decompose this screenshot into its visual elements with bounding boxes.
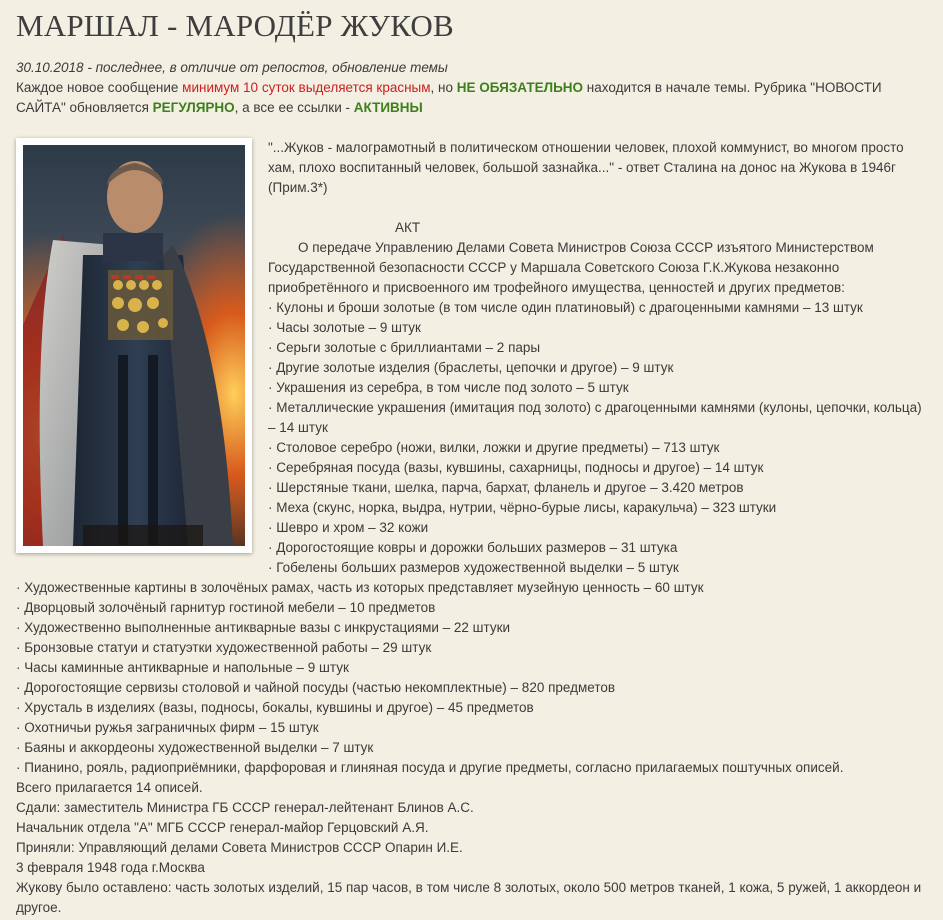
text-line: хам, плохо воспитанный человек, большой зазнайка..." - ответ Сталина на донос на Жукова в 1946г <box>268 160 896 175</box>
text-line: "...Жуков - малограмотный в политическом отношении человек, плохой коммунист, во многом просто <box>268 140 904 155</box>
text-line: · Дорогостоящие ковры и дорожки больших размеров – 31 штука <box>268 540 678 555</box>
text-line: · Часы золотые – 9 штук <box>268 320 421 335</box>
text-line: · Часы каминные антикварные и напольные – 9 штук <box>16 660 349 675</box>
text-line: приобретённого и присвоенного им трофейного имущества, ценностей и других предметов: <box>268 280 845 295</box>
green-highlight: АКТИВНЫ <box>353 100 423 115</box>
page-title: МАРШАЛ - МАРОДЁР ЖУКОВ <box>16 8 454 43</box>
text-line: · Металлические украшения (имитация под золото) с драгоценными камнями (кулоны, цепочки, кольца) <box>268 400 922 415</box>
green-highlight: РЕГУЛЯРНО <box>152 100 235 115</box>
green-highlight: НЕ ОБЯЗАТЕЛЬНО <box>456 80 584 95</box>
text-line: · Пианино, рояль, радиоприёмники, фарфоровая и глиняная посуда и другие предметы, согласно прилагаемых поштучных описей. <box>16 760 844 775</box>
text-line: · Шевро и хром – 32 кожи <box>268 520 429 535</box>
text-line: Приняли: Управляющий делами Совета Министров СССР Опарин И.Е. <box>16 840 463 855</box>
act-heading: АКТ <box>395 220 421 235</box>
text-line: (Прим.3*) <box>268 180 328 195</box>
text-line: · Серьги золотые с бриллиантами – 2 пары <box>268 340 541 355</box>
text-line: · Охотничьи ружья заграничных фирм – 15 штук <box>16 720 319 735</box>
text-line: – 14 штук <box>268 420 328 435</box>
text-line: Всего прилагается 14 описей. <box>16 780 203 795</box>
text-line: · Столовое серебро (ножи, вилки, ложки и другие предметы) – 713 штук <box>268 440 720 455</box>
text-line: · Баяны и аккордеоны художественной выделки – 7 штук <box>16 740 374 755</box>
intro-text: , а все ее ссылки - <box>234 100 354 115</box>
text-line: Государственной безопасности СССР у Маршала Советского Союза Г.К.Жукова незаконно <box>268 260 840 275</box>
text-line: · Гобелены больших размеров художественной выделки – 5 штук <box>268 560 679 575</box>
text-line: · Бронзовые статуи и статуэтки художественной работы – 29 штук <box>16 640 432 655</box>
text-line: Жукову было оставлено: часть золотых изделий, 15 пар часов, в том числе 8 золотых, около 500 метров тканей, 1 кожа, 5 ружей, 1 аккордеон и <box>16 880 922 895</box>
text-line: · Дорогостоящие сервизы столовой и чайной посуды (частью некомплектные) – 820 предметов <box>16 680 616 695</box>
text-line: · Шерстяные ткани, шелка, парча, бархат, фланель и другое – 3.420 метров <box>268 480 744 495</box>
text-line: · Дворцовый золочёный гарнитур гостиной мебели – 10 предметов <box>16 600 436 615</box>
text-line: · Художественные картины в золочёных рамах, часть из которых представляет музейную ценность – 60 штук <box>16 580 704 595</box>
intro-text: Каждое новое сообщение <box>16 80 183 95</box>
intro-text: САЙТА" обновляется <box>16 100 153 115</box>
portrait-painting <box>23 145 245 546</box>
text-line: · Кулоны и броши золотые (в том числе один платиновый) с драгоценными камнями – 13 штук <box>268 300 863 315</box>
intro-block <box>16 58 921 118</box>
text-line: · Другие золотые изделия (браслеты, цепочки и другое) – 9 штук <box>268 360 674 375</box>
intro-paragraph <box>16 78 921 118</box>
marshal-portrait-image <box>16 138 252 553</box>
update-date-note: 30.10.2018 - последнее, в отличие от репостов, обновление темы <box>16 60 448 75</box>
text-line: О передаче Управлению Делами Совета Министров Союза СССР изъятого Министерством <box>298 240 874 255</box>
text-line: · Хрусталь в изделиях (вазы, подносы, бокалы, кувшины и другое) – 45 предметов <box>16 700 534 715</box>
text-line: другое. <box>16 900 62 915</box>
red-highlight: минимум 10 суток выделяется красным <box>182 80 431 95</box>
text-line: · Серебряная посуда (вазы, кувшины, сахарницы, подносы и другое) – 14 штук <box>268 460 764 475</box>
text-line: Сдали: заместитель Министра ГБ СССР генерал-лейтенант Блинов А.С. <box>16 800 474 815</box>
text-line: · Художественно выполненные антикварные вазы с инкрустациями – 22 штуки <box>16 620 511 635</box>
text-line: · Меха (скунс, норка, выдра, нутрии, чёрно-бурые лисы, каракульча) – 323 штуки <box>268 500 777 515</box>
intro-text: находится в начале темы. Рубрика "НОВОСТИ <box>583 80 882 95</box>
text-line: Начальник отдела "А" МГБ СССР генерал-майор Герцовский А.Я. <box>16 820 429 835</box>
text-line: · Украшения из серебра, в том числе под золото – 5 штук <box>268 380 629 395</box>
text-line: 3 февраля 1948 года г.Москва <box>16 860 205 875</box>
intro-text: , но <box>430 80 457 95</box>
